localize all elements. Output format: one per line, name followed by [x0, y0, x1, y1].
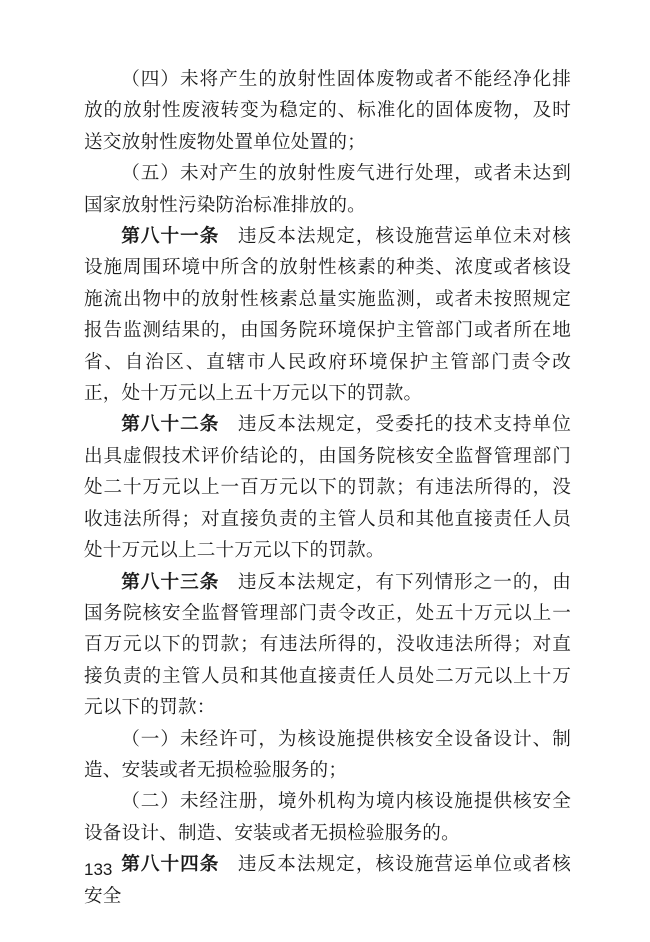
paragraph-item-4 — [84, 64, 571, 158]
article-82 — [84, 409, 571, 566]
article-84 — [84, 849, 571, 912]
paragraph-item-2 — [84, 786, 571, 849]
article-text: 违反本法规定，核设施营运单位未对核设施周围环境中所含的放射性核素的种类、浓度或者核设施流出物中的放射性核素总量实施监测，或者未按照规定报告监测结果的，由国务院环境保护主管部门或者所在地省、自治区、直辖市人民政府环境保护主管部门责令改正，处十万元以上五十万元以下的罚款。 — [84, 226, 571, 405]
article-number: 第八十四条 — [121, 854, 220, 876]
article-number: 第八十二条 — [121, 414, 220, 436]
article-text: 违反本法规定，有下列情形之一的，由国务院核安全监督管理部门责令改正，处五十万元以上一百万元以下的罚款；有违法所得的，没收违法所得；对直接负责的主管人员和其他直接责任人员处二万元以上十万元以下的罚款： — [84, 571, 571, 719]
paragraph-text: （一）未经许可，为核设施提供核安全设备设计、制造、安装或者无损检验服务的； — [84, 728, 571, 781]
paragraph-text: （五）未对产生的放射性废气进行处理，或者未达到国家放射性污染防治标准排放的。 — [84, 163, 571, 216]
article-83 — [84, 567, 571, 724]
article-text: 违反本法规定，受委托的技术支持单位出具虚假技术评价结论的，由国务院核安全监督管理部门处二十万元以上一百万元以下的罚款；有违法所得的，没收违法所得；对直接负责的主管人员和其他直接责任人员处十万元以上二十万元以下的罚款。 — [84, 414, 571, 562]
page-number: 133 — [84, 860, 113, 879]
paragraph-text: （二）未经注册，境外机构为境内核设施提供核安全设备设计、制造、安装或者无损检验服务的。 — [84, 791, 571, 844]
article-text: 违反本法规定，核设施营运单位或者核安全 — [84, 854, 571, 907]
paragraph-item-1 — [84, 724, 571, 787]
article-number: 第八十三条 — [121, 571, 220, 593]
article-number: 第八十一条 — [121, 226, 220, 248]
paragraph-item-5 — [84, 158, 571, 221]
paragraph-text: （四）未将产生的放射性固体废物或者不能经净化排放的放射性废液转变为稳定的、标准化的固体废物，及时送交放射性废物处置单位处置的； — [84, 69, 571, 153]
article-81 — [84, 221, 571, 409]
document-page — [84, 64, 571, 912]
